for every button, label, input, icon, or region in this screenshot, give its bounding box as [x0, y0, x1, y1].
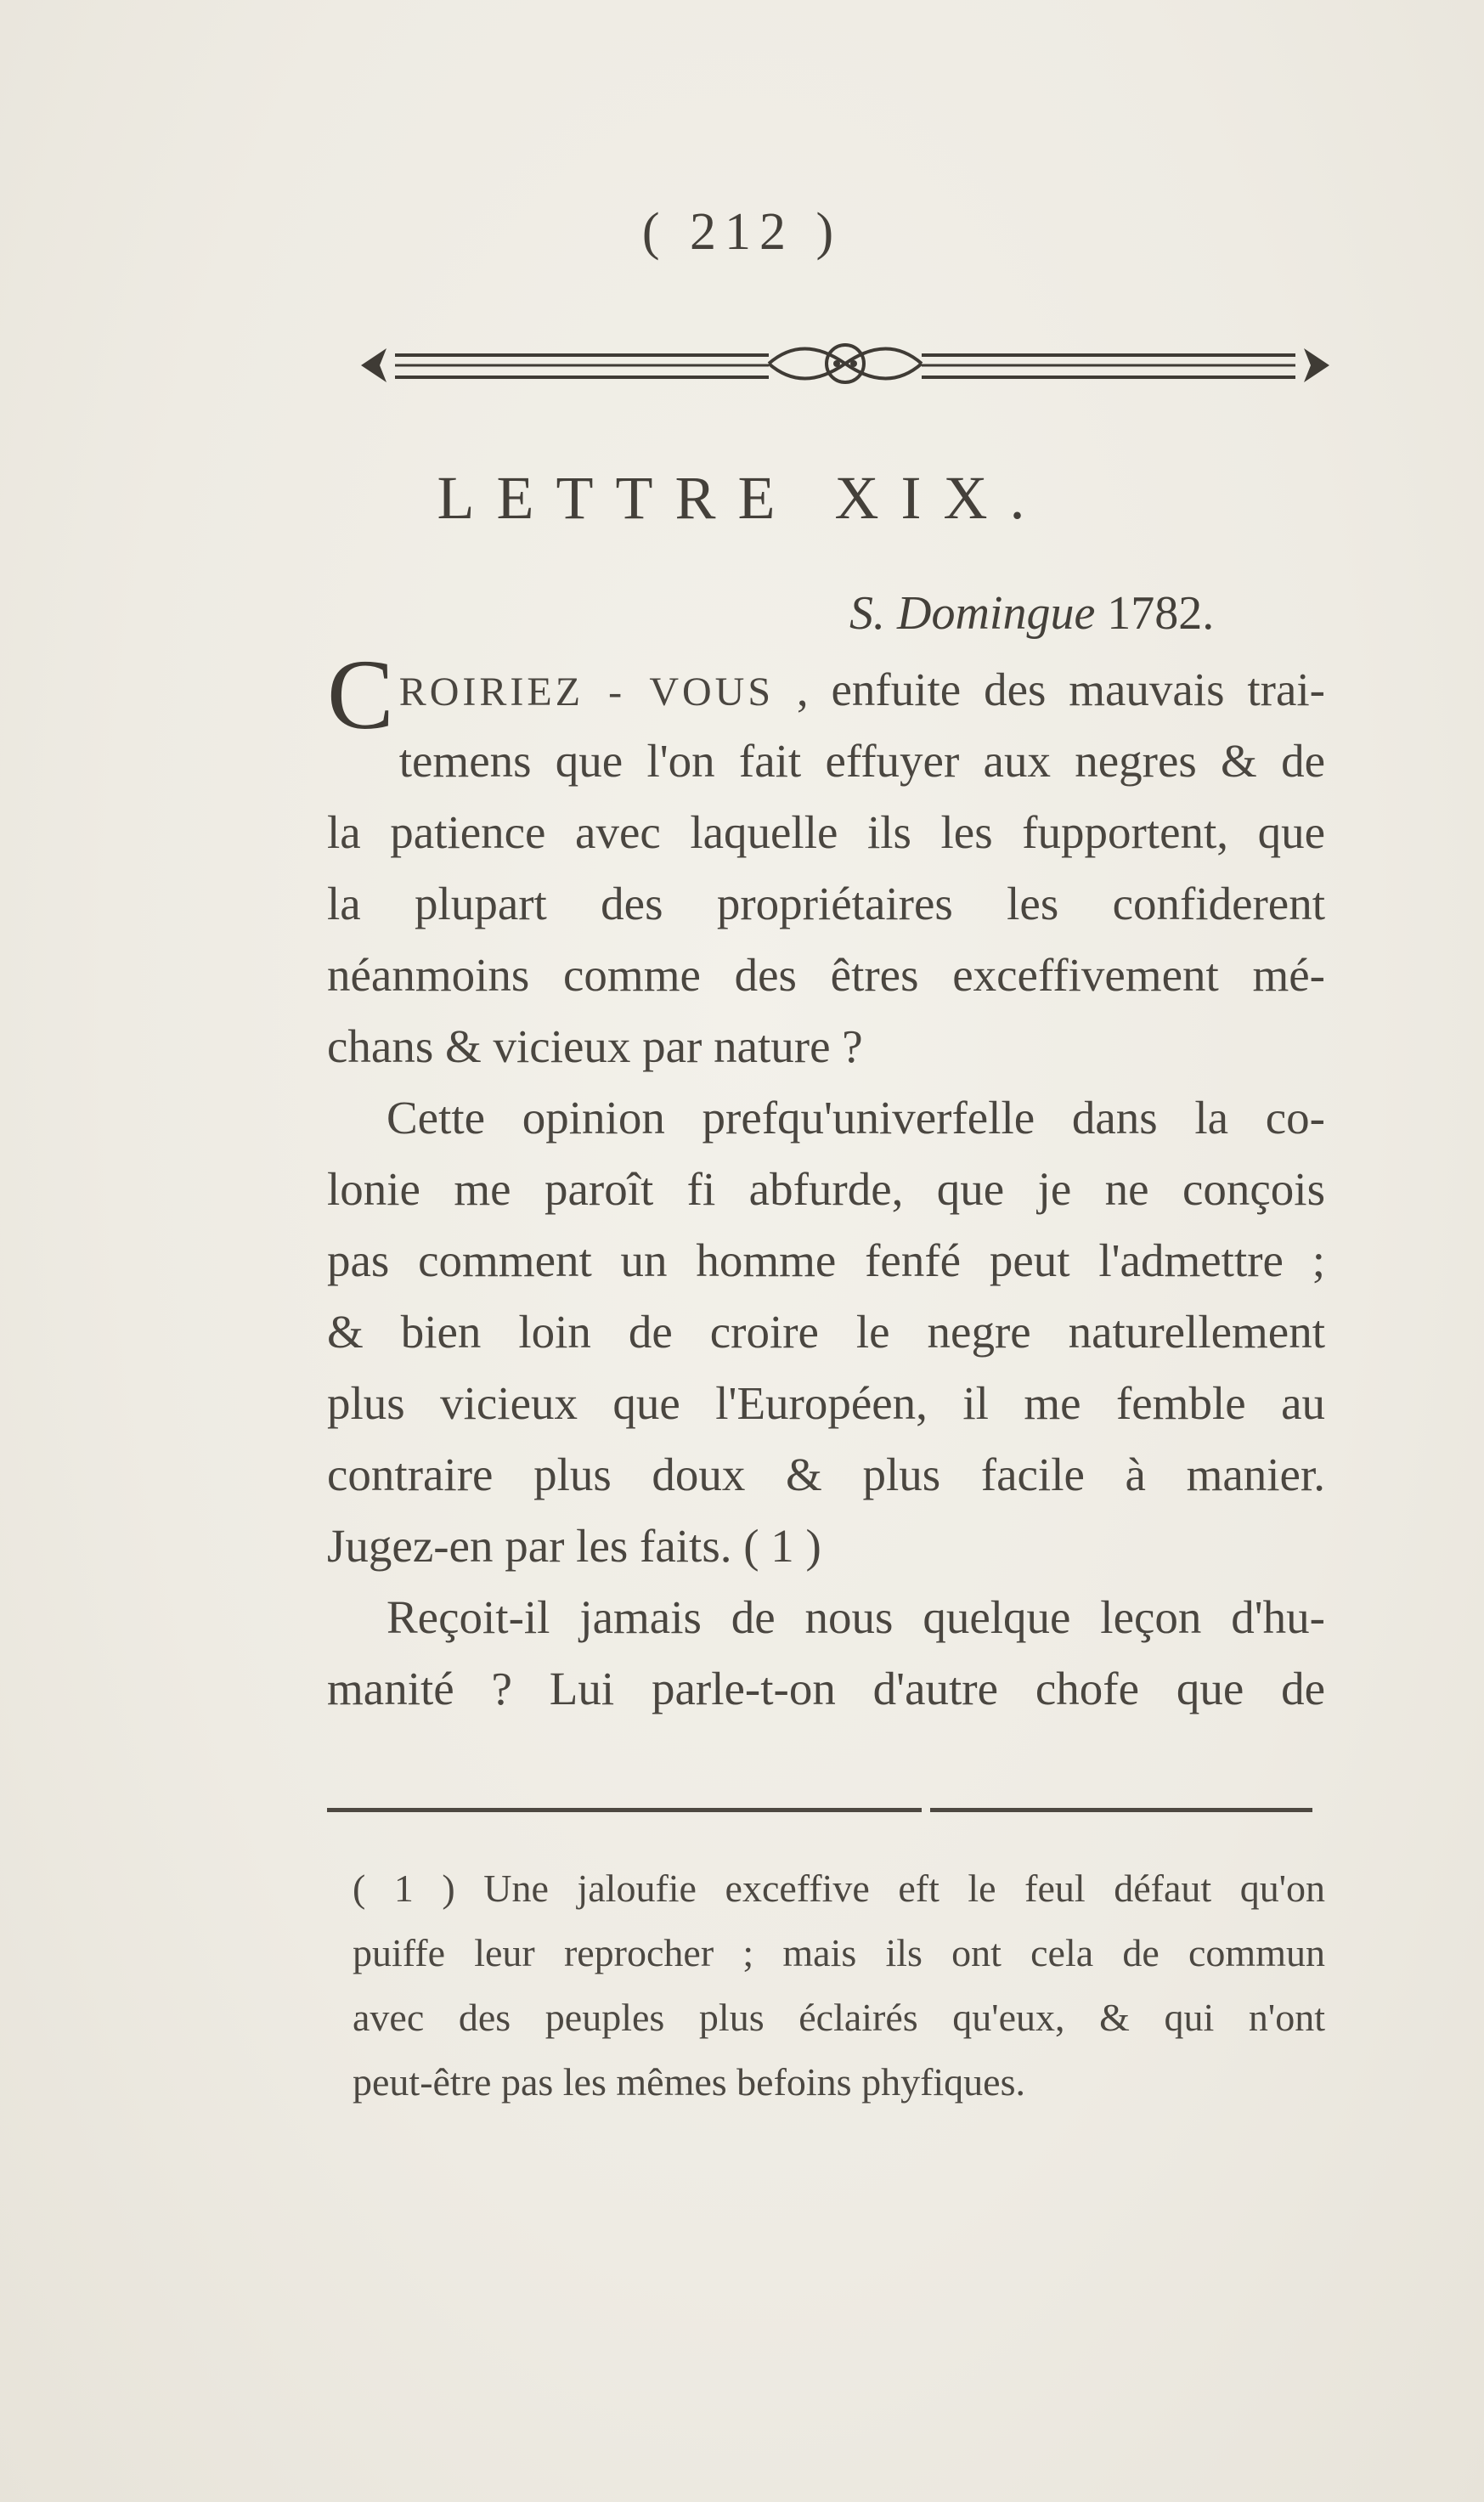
footnote-rule-left: [327, 1808, 922, 1812]
body-line: la patience avec laquelle ils les fupportent, que: [327, 806, 1325, 858]
body-line: lonie me paroît fi abfurde, que je ne conçois: [327, 1163, 1325, 1215]
letter-heading: LETTRE XIX.: [437, 464, 1047, 532]
body-line: pas comment un homme fenfé peut l'admettre ;: [327, 1234, 1325, 1286]
first-word: ROIRIEZ - VOUS: [398, 669, 775, 714]
dateline: [849, 586, 1214, 641]
body-line: chans & vicieux par nature ?: [327, 1020, 863, 1072]
body-line: Reçoit-il jamais de nous quelque leçon d'hu-: [387, 1591, 1325, 1643]
body-line: Cette opinion prefqu'univerfelle dans la co-: [387, 1092, 1325, 1144]
body-line: & bien loin de croire le negre naturellement: [327, 1306, 1325, 1358]
footnote-line: puiffe leur reprocher ; mais ils ont cela de commun: [353, 1931, 1325, 1974]
footnote-line: peut-être pas les mêmes befoins phyfiques.: [353, 2060, 1025, 2104]
body-line: contraire plus doux & plus facile à manier.: [327, 1449, 1325, 1500]
body-line-text: , enfuite des mauvais trai-: [796, 664, 1325, 715]
body-line: manité ? Lui parle-t-on d'autre chofe que de: [327, 1663, 1325, 1714]
body-line: [327, 639, 1325, 750]
body-line: temens que l'on fait effuyer aux negres & de: [398, 735, 1325, 787]
page-number: ( 212 ): [641, 203, 843, 261]
footnote-line: avec des peuples plus éclairés qu'eux, & qui n'ont: [353, 1996, 1325, 2039]
letter-body: [327, 639, 1325, 1725]
footnote: [353, 1856, 1325, 2115]
drop-cap: C: [327, 639, 394, 750]
body-line: néanmoins comme des êtres exceffivement mé-: [327, 949, 1325, 1001]
body-line: la plupart des propriétaires les confiderent: [327, 878, 1325, 929]
decorative-ornament-band: [361, 330, 1329, 406]
dateline-place: S. Domingue: [849, 587, 1096, 640]
dateline-year: 1782.: [1107, 587, 1215, 640]
footnote-line: ( 1 ) Une jaloufie exceffive eft le feul défaut qu'on: [353, 1867, 1325, 1910]
body-line: plus vicieux que l'Européen, il me femble au: [327, 1377, 1325, 1429]
body-line: Jugez-en par les faits. ( 1 ): [327, 1520, 821, 1572]
footnote-rule-right: [930, 1808, 1312, 1812]
